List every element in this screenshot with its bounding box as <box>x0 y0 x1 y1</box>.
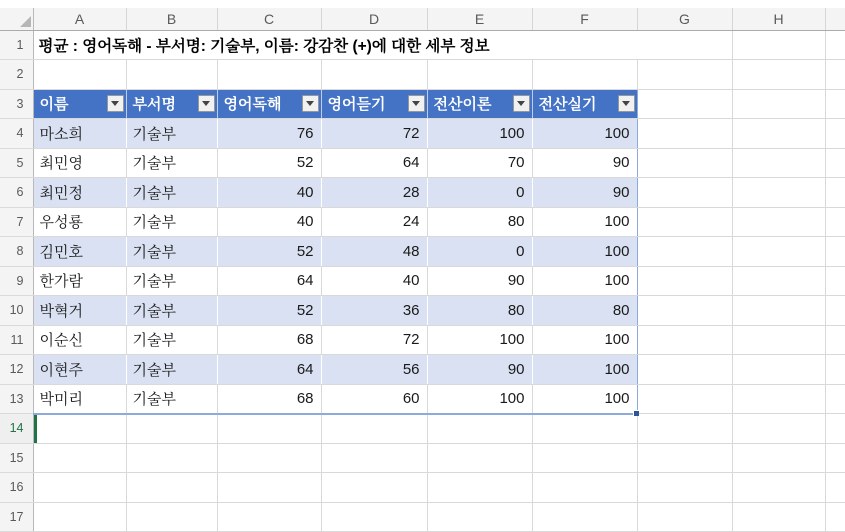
table-row[interactable]: 기술부 <box>126 207 217 237</box>
table-header-cell-5[interactable] <box>427 89 532 119</box>
table-row[interactable]: 72 <box>321 119 427 149</box>
cell-r14[interactable] <box>217 414 321 444</box>
cell-r14[interactable] <box>427 414 532 444</box>
cell-partial <box>825 473 845 503</box>
sheet-row-5 <box>0 148 845 178</box>
table-row[interactable]: 52 <box>217 296 321 326</box>
cell-r14[interactable] <box>321 414 427 444</box>
cell-r17[interactable] <box>532 502 637 532</box>
cell-r2[interactable] <box>532 60 637 90</box>
cell-r17[interactable] <box>217 502 321 532</box>
cell-r14[interactable] <box>126 414 217 444</box>
row-header-12[interactable]: 12 <box>0 355 33 385</box>
row-header-5[interactable]: 5 <box>0 148 33 178</box>
cell-G10[interactable] <box>637 296 732 326</box>
table-row[interactable]: 박혁거 <box>33 296 126 326</box>
sheet-row-7 <box>0 207 845 237</box>
cell-partial <box>825 325 845 355</box>
cell-H13[interactable] <box>732 384 825 414</box>
cell-r2[interactable] <box>427 60 532 90</box>
filter-button-3[interactable] <box>302 95 319 112</box>
table-row[interactable]: 기술부 <box>126 148 217 178</box>
cell-G9[interactable] <box>637 266 732 296</box>
cell-r16[interactable] <box>33 473 126 503</box>
cell-H1[interactable] <box>732 30 825 60</box>
table-row[interactable]: 마소희 <box>33 119 126 149</box>
sheet-row-3 <box>0 89 845 119</box>
row-header-2[interactable]: 2 <box>0 60 33 90</box>
sheet-row-8 <box>0 237 845 267</box>
table-header-cell-6[interactable] <box>532 89 637 119</box>
row-header-17[interactable]: 17 <box>0 502 33 532</box>
table-row[interactable]: 100 <box>532 325 637 355</box>
cell-r17[interactable] <box>427 502 532 532</box>
cell-partial <box>825 384 845 414</box>
column-header-E[interactable]: E <box>427 8 532 30</box>
table-header-cell-4[interactable] <box>321 89 427 119</box>
table-header-label: 부서명 <box>132 96 176 114</box>
table-header-label: 영어독해 <box>223 96 282 114</box>
cell-r16[interactable] <box>126 473 217 503</box>
column-header-A[interactable]: A <box>33 8 126 30</box>
cell-H5[interactable] <box>732 148 825 178</box>
table-row[interactable]: 60 <box>321 384 427 414</box>
filter-button-6[interactable] <box>618 95 635 112</box>
chevron-down-icon <box>306 101 314 106</box>
cell-r2[interactable] <box>637 60 732 90</box>
table-row[interactable]: 64 <box>321 148 427 178</box>
table-row[interactable]: 48 <box>321 237 427 267</box>
column-header-G[interactable]: G <box>637 8 732 30</box>
table-row[interactable]: 72 <box>321 325 427 355</box>
table-row[interactable]: 100 <box>532 266 637 296</box>
sheet-row-14 <box>0 414 845 444</box>
table-row[interactable]: 김민호 <box>33 237 126 267</box>
cell-partial <box>825 502 845 532</box>
cell-partial <box>825 178 845 208</box>
row-header-6[interactable]: 6 <box>0 178 33 208</box>
table-row[interactable]: 68 <box>217 384 321 414</box>
cell-r17[interactable] <box>321 502 427 532</box>
table-row[interactable]: 100 <box>427 119 532 149</box>
cell-r2[interactable] <box>33 60 126 90</box>
sheet-row-4 <box>0 119 845 149</box>
table-header-label: 이름 <box>39 96 69 114</box>
table-row[interactable]: 기술부 <box>126 384 217 414</box>
cell-partial <box>825 355 845 385</box>
cell-r15[interactable] <box>217 443 321 473</box>
cell-H10[interactable] <box>732 296 825 326</box>
select-all-corner[interactable] <box>0 8 33 30</box>
column-header-band <box>0 8 845 30</box>
table-row[interactable]: 64 <box>217 355 321 385</box>
cell-H12[interactable] <box>732 355 825 385</box>
filter-button-1[interactable] <box>107 95 124 112</box>
sheet-row-12 <box>0 355 845 385</box>
sheet-row-15 <box>0 443 845 473</box>
filter-button-2[interactable] <box>198 95 215 112</box>
report-title-cell[interactable]: 평균 : 영어독해 - 부서명: 기술부, 이름: 강감찬 (+)에 대한 세부 정보 <box>33 30 637 60</box>
table-row[interactable]: 기술부 <box>126 266 217 296</box>
sheet-row-6 <box>0 178 845 208</box>
table-row[interactable]: 52 <box>217 148 321 178</box>
cell-partial <box>825 119 845 149</box>
cell-r17[interactable] <box>126 502 217 532</box>
table-row[interactable]: 기술부 <box>126 355 217 385</box>
filter-button-5[interactable] <box>513 95 530 112</box>
cell-r16[interactable] <box>532 473 637 503</box>
cell-r16[interactable] <box>321 473 427 503</box>
cell-G5[interactable] <box>637 148 732 178</box>
row-header-1[interactable]: 1 <box>0 30 33 60</box>
cell-H6[interactable] <box>732 178 825 208</box>
table-row[interactable]: 이순신 <box>33 325 126 355</box>
row-header-4[interactable]: 4 <box>0 119 33 149</box>
cell-G12[interactable] <box>637 355 732 385</box>
cell-partial <box>825 60 845 90</box>
cell-G6[interactable] <box>637 178 732 208</box>
table-row[interactable]: 64 <box>217 266 321 296</box>
active-cell-A14[interactable] <box>33 414 126 444</box>
cell-partial <box>825 207 845 237</box>
top-strip <box>0 0 845 8</box>
chevron-down-icon <box>111 101 119 106</box>
sheet-row-1 <box>0 30 845 60</box>
cell-r17[interactable] <box>637 502 732 532</box>
cell-partial <box>825 266 845 296</box>
table-row[interactable]: 우성룡 <box>33 207 126 237</box>
cell-G1[interactable] <box>637 30 732 60</box>
cell-G13[interactable] <box>637 384 732 414</box>
chevron-down-icon <box>202 101 210 106</box>
table-row[interactable]: 40 <box>217 207 321 237</box>
cell-r2[interactable] <box>321 60 427 90</box>
sheet-row-17 <box>0 502 845 532</box>
column-header-C[interactable]: C <box>217 8 321 30</box>
sheet-row-11 <box>0 325 845 355</box>
select-all-triangle-icon <box>20 16 31 27</box>
cell-r15[interactable] <box>427 443 532 473</box>
column-header-H[interactable]: H <box>732 8 825 30</box>
sheet-row-10 <box>0 296 845 326</box>
cell-partial <box>825 89 845 119</box>
cell-partial <box>825 443 845 473</box>
cell-r14[interactable] <box>732 414 825 444</box>
row-header-3[interactable]: 3 <box>0 89 33 119</box>
cell-r2[interactable] <box>217 60 321 90</box>
cell-r15[interactable] <box>126 443 217 473</box>
table-row[interactable]: 기술부 <box>126 296 217 326</box>
table-row[interactable]: 100 <box>427 325 532 355</box>
cell-r2[interactable] <box>126 60 217 90</box>
table-row[interactable]: 40 <box>321 266 427 296</box>
table-row[interactable]: 기술부 <box>126 178 217 208</box>
column-header-B[interactable]: B <box>126 8 217 30</box>
table-header-label: 영어듣기 <box>327 96 386 114</box>
table-header-label: 전산실기 <box>538 96 597 114</box>
table-resize-handle[interactable] <box>633 410 639 416</box>
table-row[interactable]: 40 <box>217 178 321 208</box>
table-row[interactable]: 이현주 <box>33 355 126 385</box>
table-row[interactable]: 최민영 <box>33 148 126 178</box>
cell-r17[interactable] <box>732 502 825 532</box>
table-row[interactable]: 100 <box>532 237 637 267</box>
column-header-D[interactable]: D <box>321 8 427 30</box>
table-row[interactable]: 최민정 <box>33 178 126 208</box>
table-row[interactable]: 100 <box>532 119 637 149</box>
table-row[interactable]: 0 <box>427 178 532 208</box>
cell-partial <box>825 148 845 178</box>
cell-partial <box>825 30 845 60</box>
cell-partial <box>825 237 845 267</box>
table-row[interactable]: 100 <box>532 207 637 237</box>
table-row[interactable]: 기술부 <box>126 325 217 355</box>
table-row[interactable]: 기술부 <box>126 119 217 149</box>
cell-G7[interactable] <box>637 207 732 237</box>
cell-G3[interactable] <box>637 89 732 119</box>
table-row[interactable]: 기술부 <box>126 237 217 267</box>
table-row[interactable]: 0 <box>427 237 532 267</box>
cell-r15[interactable] <box>321 443 427 473</box>
table-row[interactable]: 80 <box>427 296 532 326</box>
cell-r16[interactable] <box>217 473 321 503</box>
chevron-down-icon <box>622 101 630 106</box>
row-header-14[interactable]: 14 <box>0 414 33 444</box>
table-row[interactable]: 100 <box>532 384 637 414</box>
table-header-cell-2[interactable] <box>126 89 217 119</box>
cell-H8[interactable] <box>732 237 825 267</box>
column-header-partial <box>825 8 845 30</box>
cell-G8[interactable] <box>637 237 732 267</box>
table-row[interactable]: 80 <box>427 207 532 237</box>
row-header-10[interactable]: 10 <box>0 296 33 326</box>
row-header-9[interactable]: 9 <box>0 266 33 296</box>
table-row[interactable]: 56 <box>321 355 427 385</box>
cell-H11[interactable] <box>732 325 825 355</box>
table-header-cell-3[interactable] <box>217 89 321 119</box>
chevron-down-icon <box>517 101 525 106</box>
row-header-13[interactable]: 13 <box>0 384 33 414</box>
table-row[interactable]: 90 <box>427 355 532 385</box>
cell-r15[interactable] <box>732 443 825 473</box>
table-row[interactable]: 36 <box>321 296 427 326</box>
sheet-row-13 <box>0 384 845 414</box>
cell-r2[interactable] <box>732 60 825 90</box>
cell-G11[interactable] <box>637 325 732 355</box>
table-row[interactable]: 박미리 <box>33 384 126 414</box>
table-row[interactable]: 90 <box>532 178 637 208</box>
cell-partial <box>825 296 845 326</box>
row-header-8[interactable]: 8 <box>0 237 33 267</box>
table-header-label: 전산이론 <box>433 96 492 114</box>
cell-r15[interactable] <box>532 443 637 473</box>
sheet-row-16 <box>0 473 845 503</box>
table-row[interactable]: 한가람 <box>33 266 126 296</box>
table-row[interactable]: 76 <box>217 119 321 149</box>
table-row[interactable]: 52 <box>217 237 321 267</box>
table-row[interactable]: 70 <box>427 148 532 178</box>
cell-partial <box>825 414 845 444</box>
cell-r16[interactable] <box>637 473 732 503</box>
cell-H4[interactable] <box>732 119 825 149</box>
row-header-11[interactable]: 11 <box>0 325 33 355</box>
row-header-15[interactable]: 15 <box>0 443 33 473</box>
table-row[interactable]: 90 <box>532 148 637 178</box>
row-header-16[interactable]: 16 <box>0 473 33 503</box>
cell-r15[interactable] <box>33 443 126 473</box>
cell-H7[interactable] <box>732 207 825 237</box>
table-row[interactable]: 100 <box>532 355 637 385</box>
spreadsheet-grid <box>0 8 845 532</box>
row-header-7[interactable]: 7 <box>0 207 33 237</box>
table-row[interactable]: 28 <box>321 178 427 208</box>
cell-G4[interactable] <box>637 119 732 149</box>
chevron-down-icon <box>412 101 420 106</box>
cell-H3[interactable] <box>732 89 825 119</box>
cell-r14[interactable] <box>532 414 637 444</box>
table-row[interactable]: 100 <box>427 384 532 414</box>
column-header-F[interactable]: F <box>532 8 637 30</box>
sheet-row-9 <box>0 266 845 296</box>
table-row[interactable]: 90 <box>427 266 532 296</box>
table-row[interactable]: 68 <box>217 325 321 355</box>
cell-r15[interactable] <box>637 443 732 473</box>
table-header-cell-1[interactable] <box>33 89 126 119</box>
filter-button-4[interactable] <box>408 95 425 112</box>
cell-r14[interactable] <box>637 414 732 444</box>
table-row[interactable]: 80 <box>532 296 637 326</box>
cell-H9[interactable] <box>732 266 825 296</box>
table-row[interactable]: 24 <box>321 207 427 237</box>
cell-r17[interactable] <box>33 502 126 532</box>
sheet-row-2 <box>0 60 845 90</box>
cell-r16[interactable] <box>732 473 825 503</box>
cell-r16[interactable] <box>427 473 532 503</box>
